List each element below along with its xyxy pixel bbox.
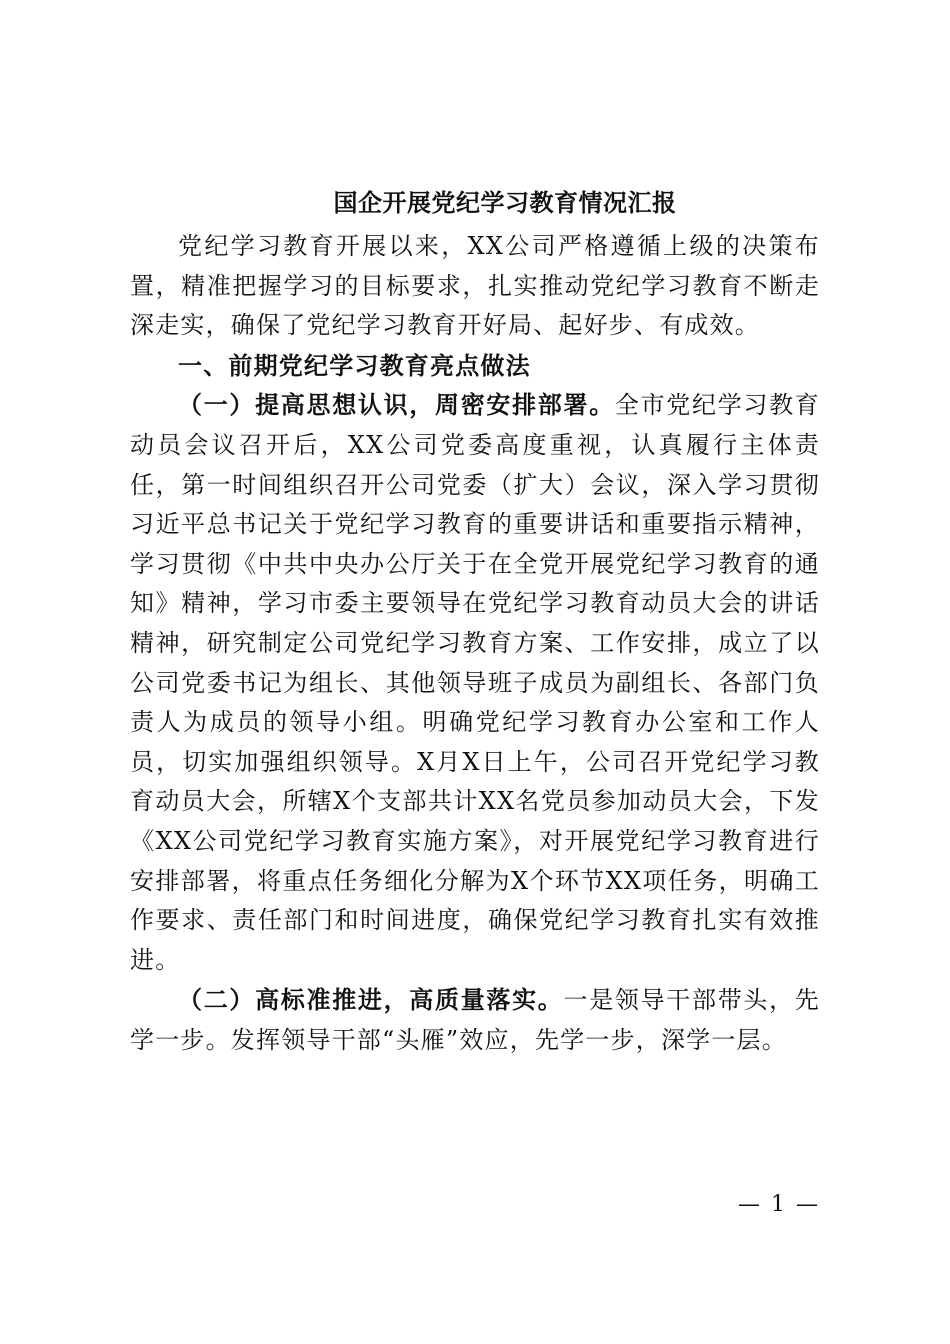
document-body	[130, 227, 820, 1060]
document-title: 国企开展党纪学习教育情况汇报	[333, 188, 677, 217]
paragraph-item-2	[130, 980, 820, 1060]
paragraph-item-1	[130, 385, 820, 980]
item-1-heading: （一）提高思想认识，周密安排部署。	[178, 390, 615, 420]
section-heading-1: 一、前期党纪学习教育亮点做法	[178, 350, 531, 380]
item-1-text: 全市党纪学习教育动员会议召开后，XX公司党委高度重视，认真履行主体责任，第一时间组织召开公司党委（扩大）会议，深入学习贯彻习近平总书记关于党纪学习教育的重要讲话和重要指示精神，学习贯彻《中共中央办公厅关于在全党开展党纪学习教育的通知》精神，学习市委主要领导在党纪学习教育动员大会的讲话精神，研究制定公司党纪学习教育方案、工作安排，成立了以公司党委书记为组长、其他领导班子成员为副组长、各部门负责人为成员的领导小组。明确党纪学习教育办公室和工作人员，切实加强组织领导。X月X日上午，公司召开党纪学习教育动员大会，所辖X个支部共计XX名党员参加动员大会，下发《XX公司党纪学习教育实施方案》，对开展党纪学习教育进行安排部署，将重点任务细化分解为X个环节XX项任务，明确工作要求、责任部门和时间进度，确保党纪学习教育扎实有效推进。	[130, 391, 820, 974]
intro-paragraph: 党纪学习教育开展以来，XX公司严格遵循上级的决策布置，精准把握学习的目标要求，扎实推动党纪学习教育不断走深走实，确保了党纪学习教育开好局、起好步、有成效。	[130, 232, 820, 340]
item-2-text: 一是领导干部带头，先学一步。发挥领导干部“头雁”效应，先学一步，深学一层。	[130, 986, 820, 1054]
page-number: — 1 —	[738, 1192, 820, 1217]
item-2-heading: （二）高标准推进，高质量落实。	[178, 985, 564, 1015]
